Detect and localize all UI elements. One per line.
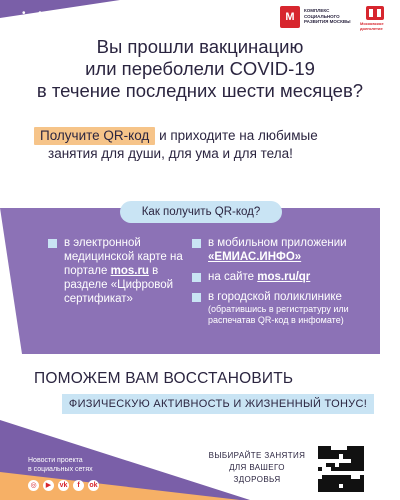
list-item	[192, 270, 372, 284]
headline-line-1: Вы прошли вакцинацию	[96, 36, 304, 57]
news-line-1: Новости проекта	[28, 457, 83, 464]
headline-line-2: или переболели COVID-19	[85, 58, 315, 79]
facebook-icon[interactable]: f	[73, 480, 84, 491]
news-label	[28, 456, 93, 474]
news-line-2: в социальных сетях	[28, 466, 93, 473]
clinic-note: (обратившись в регистратуру или распечатав QR-код в инфомате)	[208, 304, 349, 325]
how-left-column	[48, 236, 183, 312]
mos-ru-qr-link[interactable]: mos.ru/qr	[257, 271, 311, 283]
choose-line-2: ДЛЯ ВАШЕГО	[229, 463, 285, 472]
choose-classes-text	[200, 450, 314, 486]
mos-ru-link[interactable]: mos.ru	[110, 265, 149, 277]
list-item	[192, 236, 372, 264]
app-pre: в мобильном приложении	[208, 237, 347, 249]
clinic: в городской поликлинике	[208, 291, 342, 303]
subline-line-2: занятия для души, для ума и для тела!	[48, 146, 293, 161]
help-title: ПОМОЖЕМ ВАМ ВОССТАНОВИТЬ	[34, 370, 294, 387]
list-item	[48, 236, 183, 306]
how-title: Как получить QR-код?	[120, 201, 282, 223]
qr-code-pattern	[318, 446, 364, 492]
moscow-logo: M	[280, 6, 300, 28]
project-logo-text: Московское долголетие	[360, 21, 384, 31]
subline-rest: и приходите на любимые	[155, 128, 318, 143]
social-links	[28, 480, 99, 491]
header-logos	[280, 6, 390, 31]
dots-decoration: • • • •	[22, 8, 80, 19]
headline	[0, 36, 400, 102]
left-pre: в электронной медицинской карте на портале	[64, 237, 183, 277]
list-item	[192, 290, 372, 326]
vk-icon[interactable]: vk	[59, 482, 68, 489]
activity-banner: ФИЗИЧЕСКУЮ АКТИВНОСТЬ И ЖИЗНЕННЫЙ ТОНУС!	[62, 394, 374, 414]
qr-label: Получите QR-код	[34, 127, 155, 145]
odnoklassniki-icon[interactable]: ok	[89, 482, 98, 489]
purple-block-edge	[0, 208, 22, 354]
bullet-square-icon	[192, 293, 201, 302]
headline-line-3: в течение последних шести месяцев?	[36, 80, 364, 101]
left-post: в разделе «Цифровой сертификат»	[64, 265, 174, 305]
site-pre: на сайте	[208, 271, 258, 283]
bullet-square-icon	[192, 273, 201, 282]
emias-app-link[interactable]: «ЕМИАС.ИНФО»	[208, 251, 302, 263]
qr-code[interactable]	[318, 446, 364, 492]
project-logo	[360, 6, 390, 31]
choose-line-1: ВЫБИРАЙТЕ ЗАНЯТИЯ	[208, 451, 306, 460]
project-logo-mark	[366, 6, 384, 20]
instagram-icon[interactable]: ◎	[28, 480, 39, 491]
how-right-column	[192, 236, 372, 332]
bullet-square-icon	[48, 239, 57, 248]
bullet-square-icon	[192, 239, 201, 248]
org-name: КОМПЛЕКС СОЦИАЛЬНОГО РАЗВИТИЯ МОСКВЫ	[304, 8, 351, 24]
youtube-icon[interactable]: ▶	[43, 480, 54, 491]
subline	[34, 127, 380, 163]
choose-line-3: ЗДОРОВЬЯ	[233, 475, 281, 484]
